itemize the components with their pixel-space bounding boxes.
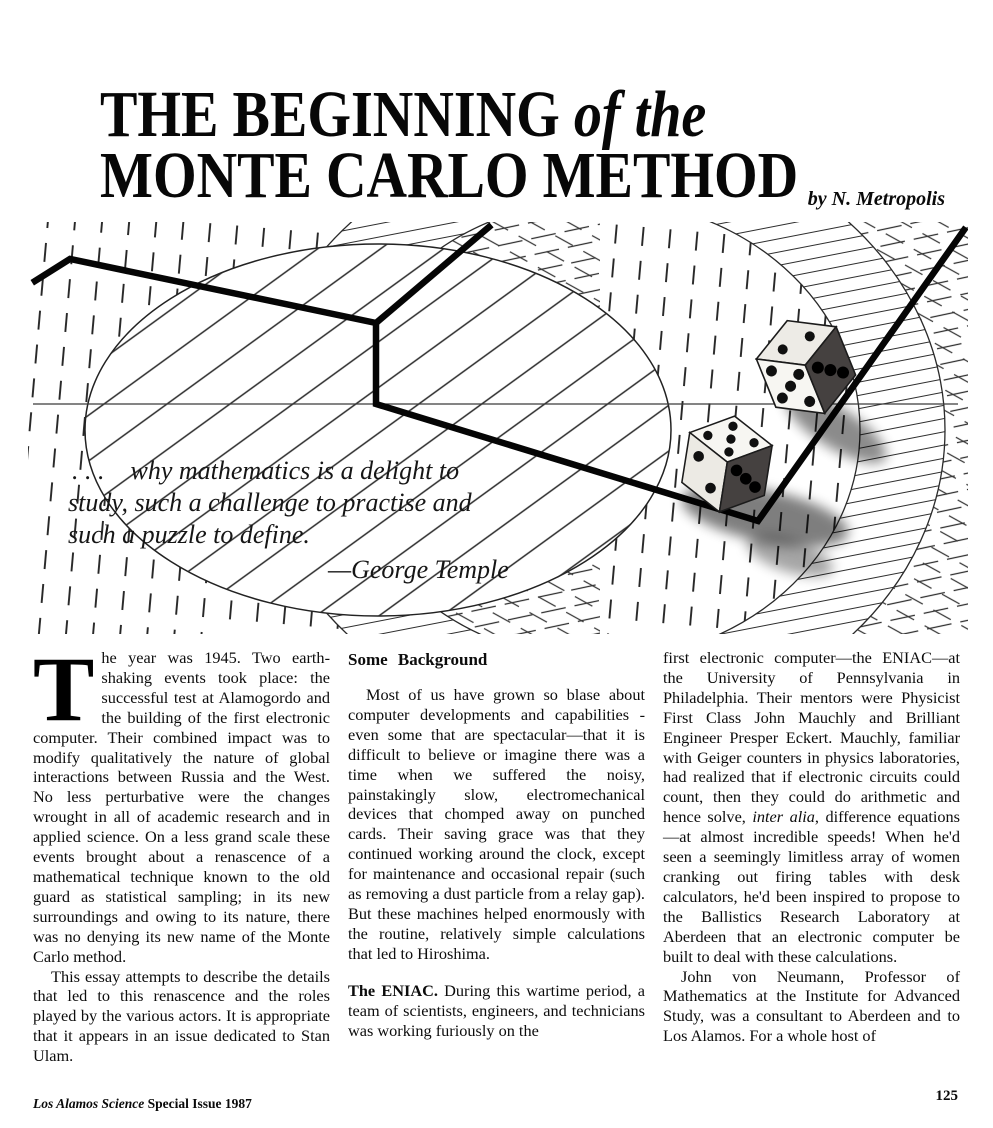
journal-name: Los Alamos Science xyxy=(33,1096,145,1111)
journal-credit xyxy=(33,1096,252,1112)
paragraph-intro-text: he year was 1945. Two earth-shaking events took place: the successful test at Alamogordo and the building of the first electronic computer. Their combined impact was to modify qualitatively the nature of global interactions between Russia and the West. No less perturbative were the changes wrought in all of academic research and in applied science. On a less grand scale these events brought about a renascence of a mathematical technique known to the old guard as statistical sampling; in its new surroundings and owing to its nature, there was no denying its new name of the Monte Carlo method. xyxy=(33,648,330,966)
section-heading-some-background: Some Background xyxy=(348,650,488,669)
dropcap-T: T xyxy=(33,638,95,740)
figure-illustration xyxy=(28,222,968,634)
quote-line-2: study, such a challenge to practise and xyxy=(68,488,472,517)
paragraph-background: Most of us have grown so blase about computer developments and capabilities -even some that are spectacular—that it is difficult to believe or imagine there was a time when we suffered the noisy, painstakingly slow, electromechanical devices that chomped away on punched cards. Their saving grace was that they continued working around the clock, except for maintenance and occasional repair (such as removing a dust particle from a relay gap). But these machines helped enormously with the routine, relatively simple calculations that led to Hiroshima. xyxy=(348,685,645,963)
paragraph-eniac xyxy=(348,981,645,1041)
quote-line-3: such a puzzle to define. xyxy=(68,520,310,549)
eniac-lead: The ENIAC. xyxy=(348,980,438,1000)
quote-line-1: . . . why mathematics is a delight to xyxy=(72,456,460,485)
paragraph-intro xyxy=(33,638,330,967)
byline: by N. Metropolis xyxy=(807,188,945,210)
paragraph-eniac-continued xyxy=(663,648,960,967)
article-title xyxy=(100,78,799,213)
column-3 xyxy=(663,648,960,1066)
title-line-1-italic: of the xyxy=(559,78,707,152)
column-2 xyxy=(348,648,645,1066)
eniac-cont-a: first electronic computer—the ENIAC—at the University of Pennsylvania in Philadelphia. Their mentors were Physicist First Class John Mauchly and Brilliant Engineer Presper Eckert. Mauchly, familiar with Geiger counters in physics laboratories, had realized that if electronic circuits could count, then they could do arithmetic and hence solve, xyxy=(663,648,960,827)
quote-attribution: —George Temple xyxy=(328,555,509,584)
page-number: 125 xyxy=(935,1088,958,1104)
dice-illustration xyxy=(28,222,968,634)
inter-alia-italic: inter alia xyxy=(752,807,815,827)
eniac-cont-b: , difference equations—at almost incredible speeds! When he'd seen a seemingly limitless array of women cranking out firing tables with desk calculators, he'd been inspired to propose to the Ballistics Research Laboratory at Aberdeen that an electronic computer be built to deal with these calculations. xyxy=(663,807,960,966)
article-body xyxy=(33,638,960,1066)
title-line-1-main: THE BEGINNING xyxy=(100,78,560,152)
issue-label: Special Issue 1987 xyxy=(144,1096,252,1111)
title-line-1 xyxy=(100,78,798,152)
paragraph-essay: This essay attempts to describe the details that led to this renascence and the roles played by the various actors. It is appropriate that it appears in an issue dedicated to Stan Ulam. xyxy=(33,966,330,1066)
eniac-rest: During this wartime period, a team of scientists, engineers, and technicians was working furiously on the xyxy=(348,980,645,1040)
paragraph-von-neumann: John von Neumann, Professor of Mathematics at the Institute for Advanced Study, was a consultant to Aberdeen and to Los Alamos. For a whole host of xyxy=(663,966,960,1046)
column-1 xyxy=(33,638,330,1066)
title-line-2: MONTE CARLO METHOD xyxy=(100,139,799,213)
